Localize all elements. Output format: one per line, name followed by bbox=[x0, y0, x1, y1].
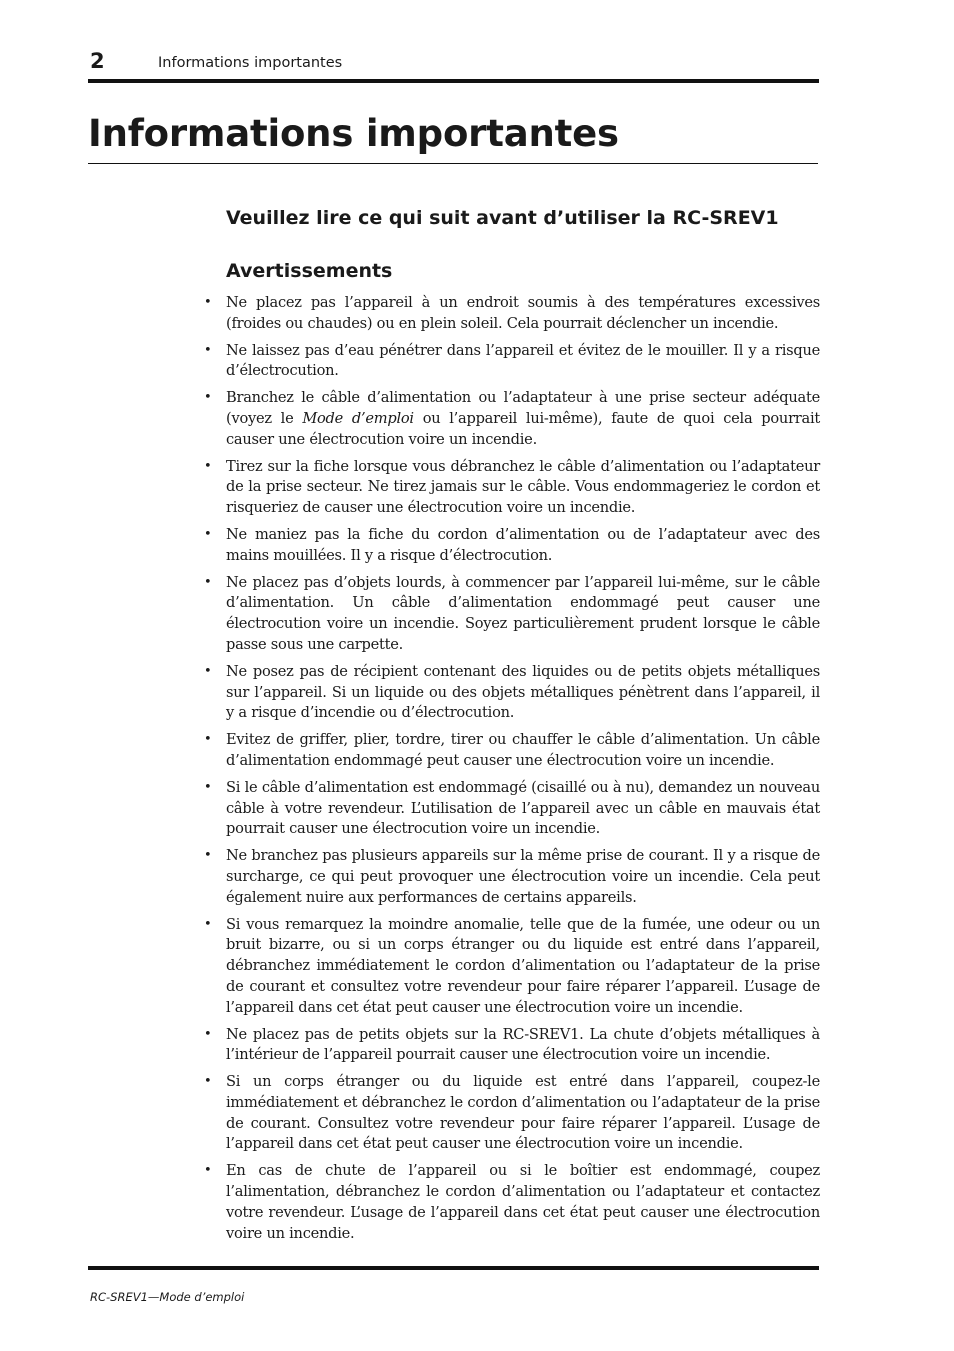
list-item bbox=[204, 341, 820, 383]
page-number: 2 bbox=[90, 49, 105, 73]
list-item bbox=[204, 293, 820, 335]
list-item bbox=[204, 662, 820, 724]
list-item bbox=[204, 1161, 820, 1244]
warning-text: Si vous remarquez la moindre anomalie, telle que de la fumée, une odeur ou un bruit bizarre, ou si un corps étranger ou du liquide est entré dans l’appareil, débranchez immédiatement le cordon d’alimentation ou l’adaptateur de la prise de courant et consultez votre revendeur pour faire réparer l’appareil. L’usage de l’appareil dans cet état peut causer une électrocution voire un incendie. bbox=[226, 915, 820, 1016]
bullet: • bbox=[204, 916, 212, 932]
title-rule bbox=[88, 163, 818, 164]
list-item bbox=[204, 573, 820, 656]
list-item bbox=[204, 730, 820, 772]
bullet: • bbox=[204, 526, 212, 542]
warning-text: Ne branchez pas plusieurs appareils sur la même prise de courant. Il y a risque de surcharge, ce qui peut provoquer une électrocution voire un incendie. Cela peut également nuire aux performances de certains appareils. bbox=[226, 847, 820, 906]
list-item bbox=[204, 778, 820, 840]
warning-text: Tirez sur la fiche lorsque vous débranchez le câble d’alimentation ou l’adaptateur de la prise secteur. Ne tirez jamais sur le câble. Vous endommageriez le cordon et risqueriez de causer une électrocution voire un incendie. bbox=[226, 457, 820, 517]
bullet: • bbox=[204, 732, 212, 748]
list-item bbox=[204, 525, 820, 567]
subheading: Veuillez lire ce qui suit avant d’utiliser la RC-SREV1 bbox=[226, 207, 779, 229]
bullet: • bbox=[204, 1163, 212, 1179]
bullet: • bbox=[204, 342, 212, 358]
page-title: Informations importantes bbox=[88, 112, 619, 155]
section-title: Avertissements bbox=[226, 260, 393, 282]
bullet: • bbox=[204, 390, 212, 406]
bullet: • bbox=[204, 848, 212, 864]
warning-text: Ne placez pas l’appareil à un endroit soumis à des températures excessives (froides ou chaudes) ou en plein soleil. Cela pourrait déclencher un incendie. bbox=[226, 294, 820, 332]
list-item bbox=[204, 388, 820, 450]
warning-text: Ne posez pas de récipient contenant des liquides ou de petits objets métalliques sur l’appareil. Si un liquide ou des objets métalliques pénètrent dans l’appareil, il y a risque d’incendie ou d’électrocution. bbox=[226, 662, 820, 722]
warning-text: ou l’appareil lui-même), faute de quoi cela pourrait causer une électrocution voire un incendie. bbox=[226, 409, 820, 448]
bullet: • bbox=[204, 295, 212, 310]
warning-text: Evitez de griffer, plier, tordre, tirer ou chauffer le câble d’alimentation. Un câble d’alimentation endommagé peut causer une électrocution voire un incendie. bbox=[226, 731, 820, 769]
running-head: Informations importantes bbox=[158, 55, 343, 71]
footer-rule bbox=[88, 1266, 819, 1270]
warning-text: Ne placez pas de petits objets sur la RC-SREV1. La chute d’objets métalliques à l’intérieur de l’appareil pourrait causer une électrocution voire un incendie. bbox=[226, 1025, 820, 1064]
list-item bbox=[204, 1072, 820, 1155]
bullet: • bbox=[204, 574, 212, 590]
warning-text: Ne laissez pas d’eau pénétrer dans l’appareil et évitez de le mouiller. Il y a risque d’électrocution. bbox=[226, 341, 820, 380]
warning-text: En cas de chute de l’appareil ou si le boîtier est endommagé, coupez l’alimentation, débranchez le cordon d’alimentation ou l’adaptateur et contactez votre revendeur. L’usage de l’appareil dans cet état peut causer une électrocution voire un incendie. bbox=[226, 1162, 820, 1242]
warning-text: Branchez le câble d’alimentation ou l’adaptateur à une prise secteur adéquate (voyez le bbox=[226, 389, 820, 427]
list-item bbox=[204, 457, 820, 519]
warning-text: Si le câble d’alimentation est endommagé (cisaillé ou à nu), demandez un nouveau câble à votre revendeur. L’utilisation de l’appareil avec un câble en mauvais état pourrait causer une électrocution voire un incendie. bbox=[226, 778, 820, 838]
header-rule bbox=[88, 79, 819, 83]
page-header bbox=[88, 48, 819, 78]
list-item bbox=[204, 915, 820, 1019]
warning-text: Ne placez pas d’objets lourds, à commencer par l’appareil lui-même, sur le câble d’alimentation. Un câble d’alimentation endommagé peut causer une électrocution voire un incendie. Soyez particulièrement prudent lorsque le câble passe sous une carpette. bbox=[226, 573, 820, 653]
bullet: • bbox=[204, 458, 212, 474]
manual-reference: Mode d’emploi bbox=[302, 409, 414, 427]
bullet: • bbox=[204, 779, 212, 795]
list-item bbox=[204, 1025, 820, 1067]
warning-text: Si un corps étranger ou du liquide est entré dans l’appareil, coupez-le immédiatement et débranchez le cordon d’alimentation ou l’adaptateur de la prise de courant. Consultez votre revendeur pour faire réparer l’appareil. L’usage de l’appareil dans cet état peut causer une électrocution voire un incendie. bbox=[226, 1073, 820, 1153]
page-footer: RC-SREV1—Mode d’emploi bbox=[90, 1290, 245, 1304]
warning-text: Ne maniez pas la fiche du cordon d’alimentation ou de l’adaptateur avec des mains mouillées. Il y a risque d’électrocution. bbox=[226, 525, 820, 564]
bullet: • bbox=[204, 1074, 212, 1090]
list-item bbox=[204, 846, 820, 908]
warnings-list bbox=[204, 293, 820, 1250]
bullet: • bbox=[204, 1026, 212, 1042]
bullet: • bbox=[204, 663, 212, 679]
